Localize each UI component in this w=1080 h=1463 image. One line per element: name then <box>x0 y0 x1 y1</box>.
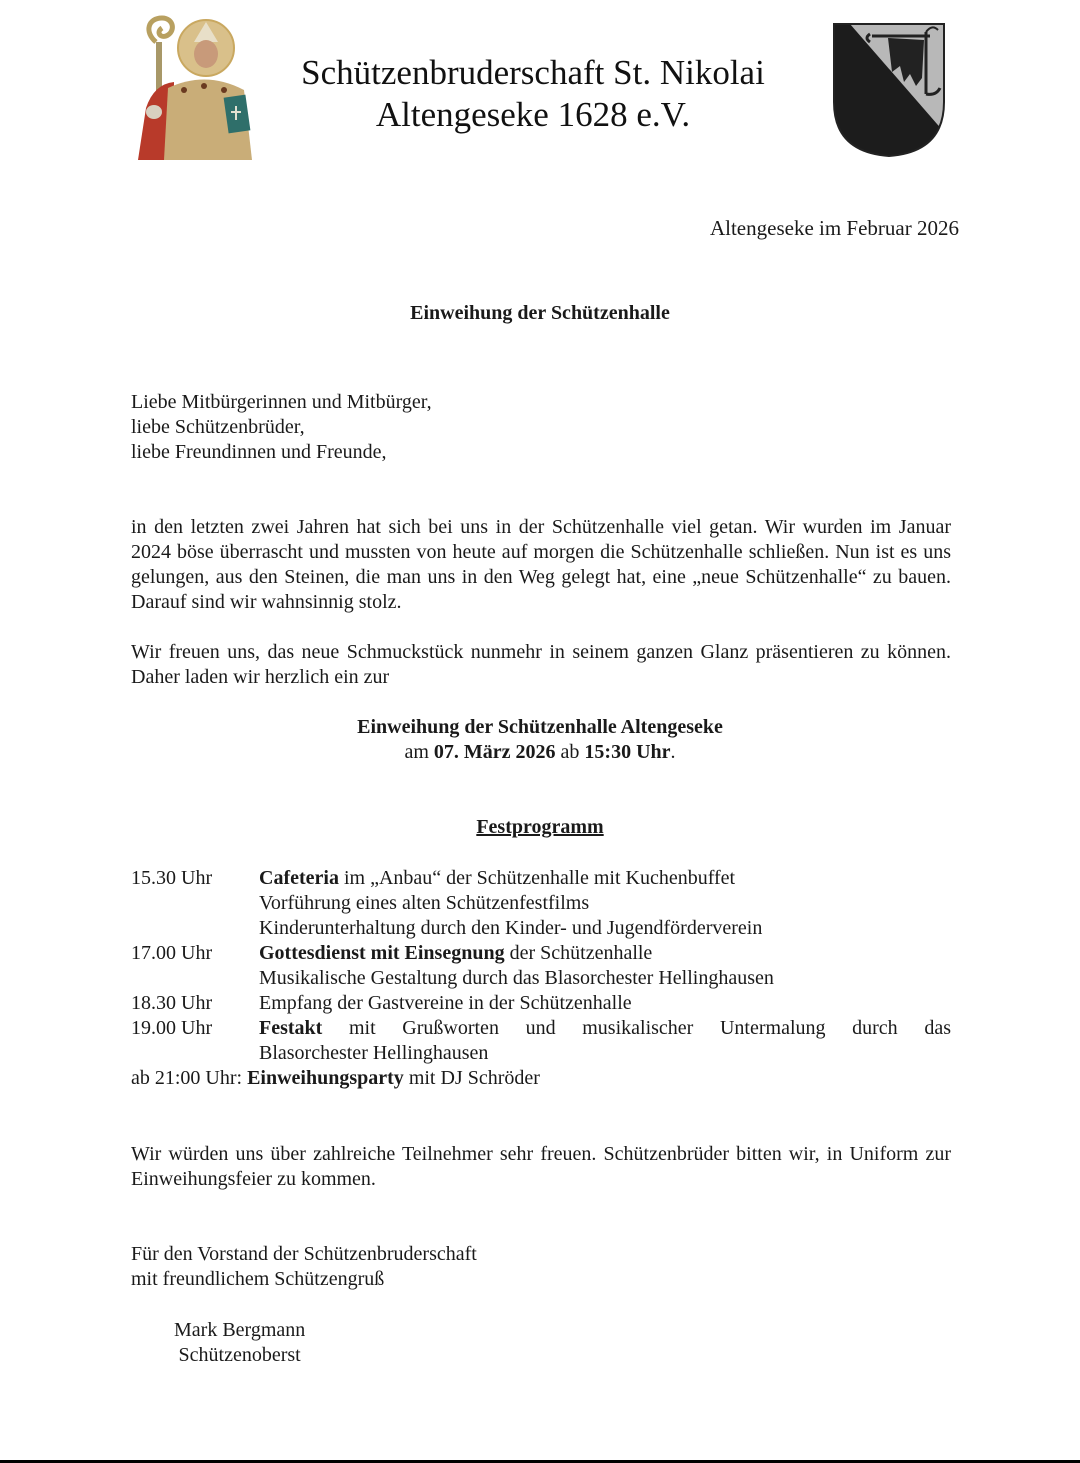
program-item <box>131 991 951 1016</box>
text-ab: ab <box>555 741 585 763</box>
program-item <box>131 1016 951 1066</box>
program-description <box>259 1016 951 1066</box>
event-time: 15:30 Uhr <box>584 741 671 763</box>
program-detail: Vorführung eines alten Schützenfestfilms <box>259 892 590 914</box>
program-text: Empfang der Gastvereine in der Schützenhalle <box>259 992 632 1014</box>
organization-name: Schützenbruderschaft St. Nikolai <box>301 53 765 92</box>
event-date: 07. März 2026 <box>433 741 556 763</box>
program-time: 18.30 Uhr <box>131 992 213 1014</box>
body-paragraph-2: Wir freuen uns, das neue Schmuckstück nunmehr in seinem ganzen Glanz präsentieren zu können. Daher laden wir herzlich ein zur <box>131 641 951 688</box>
text-period: . <box>670 741 676 763</box>
program-detail: Kinderunterhaltung durch den Kinder- und Jugendförderverein <box>259 917 763 939</box>
body-paragraph-1: in den letzten zwei Jahren hat sich bei uns in der Schützenhalle viel getan. Wir wurden im Januar 2024 böse überrascht und mussten von heute auf morgen die Schützenhalle schließen. Nun ist es uns gelungen, aus den Steinen, die man uns in den Weg gelegt hat, eine „neue Schützenhalle“ zu bauen. Darauf sind wir wahnsinnig stolz. <box>131 516 951 613</box>
program-time: 19.00 Uhr <box>131 1017 213 1039</box>
program-item <box>131 941 951 991</box>
program-text: mit DJ Schröder <box>403 1067 540 1089</box>
program-text: der Schützenhalle <box>504 942 653 964</box>
signatory-title: Schützenoberst <box>178 1344 301 1366</box>
program-description <box>259 991 951 1016</box>
program-time: ab 21:00 Uhr: <box>131 1067 243 1089</box>
signoff <box>131 1242 477 1292</box>
signoff-line: mit freundlichem Schützengruß <box>131 1268 385 1290</box>
program-description <box>259 941 951 991</box>
text-am: am <box>404 741 434 763</box>
invitation-datetime <box>0 740 1080 765</box>
signatory-name: Mark Bergmann <box>174 1319 306 1341</box>
salutation-line: liebe Schützenbrüder, <box>131 416 305 438</box>
salutation-line: liebe Freundinnen und Freunde, <box>131 441 387 463</box>
program-text: im „Anbau“ der Schützenhalle mit Kuchenbuffet <box>338 867 736 889</box>
program-title: Festprogramm <box>476 816 604 838</box>
signature <box>174 1318 305 1368</box>
program-item <box>131 866 951 941</box>
invitation-title: Einweihung der Schützenhalle Altengeseke <box>357 716 723 738</box>
program-highlight: Festakt <box>259 1017 323 1039</box>
salutation <box>131 390 432 465</box>
letter-date: Altengeseke im Februar 2026 <box>709 216 959 240</box>
program-item <box>131 1066 951 1091</box>
signoff-line: Für den Vorstand der Schützenbruderschaft <box>131 1243 477 1265</box>
program-text: mit Grußworten und musikalischer Untermalung durch das <box>322 1017 951 1039</box>
program-highlight: Cafeteria <box>259 867 339 889</box>
program-detail: Blasorchester Hellinghausen <box>259 1042 489 1064</box>
program-description <box>259 866 951 941</box>
invitation-block <box>0 715 1080 765</box>
program-time: 17.00 Uhr <box>131 942 213 964</box>
salutation-line: Liebe Mitbürgerinnen und Mitbürger, <box>131 391 432 413</box>
program-time: 15.30 Uhr <box>131 867 213 889</box>
organization-title <box>250 52 816 136</box>
program-highlight: Gottesdienst mit Einsegnung <box>259 942 505 964</box>
saint-nicholas-icon <box>134 12 262 160</box>
coat-of-arms-icon <box>832 22 946 158</box>
program-list <box>131 866 951 1091</box>
closing-paragraph: Wir würden uns über zahlreiche Teilnehmer sehr freuen. Schützenbrüder bitten wir, in Uniform zur Einweihungsfeier zu kommen. <box>131 1143 951 1190</box>
program-highlight: Einweihungsparty <box>247 1067 404 1089</box>
program-detail: Musikalische Gestaltung durch das Blasorchester Hellinghausen <box>259 967 774 989</box>
organization-location: Altengeseke 1628 e.V. <box>375 95 691 134</box>
letter-heading: Einweihung der Schützenhalle <box>410 302 670 324</box>
